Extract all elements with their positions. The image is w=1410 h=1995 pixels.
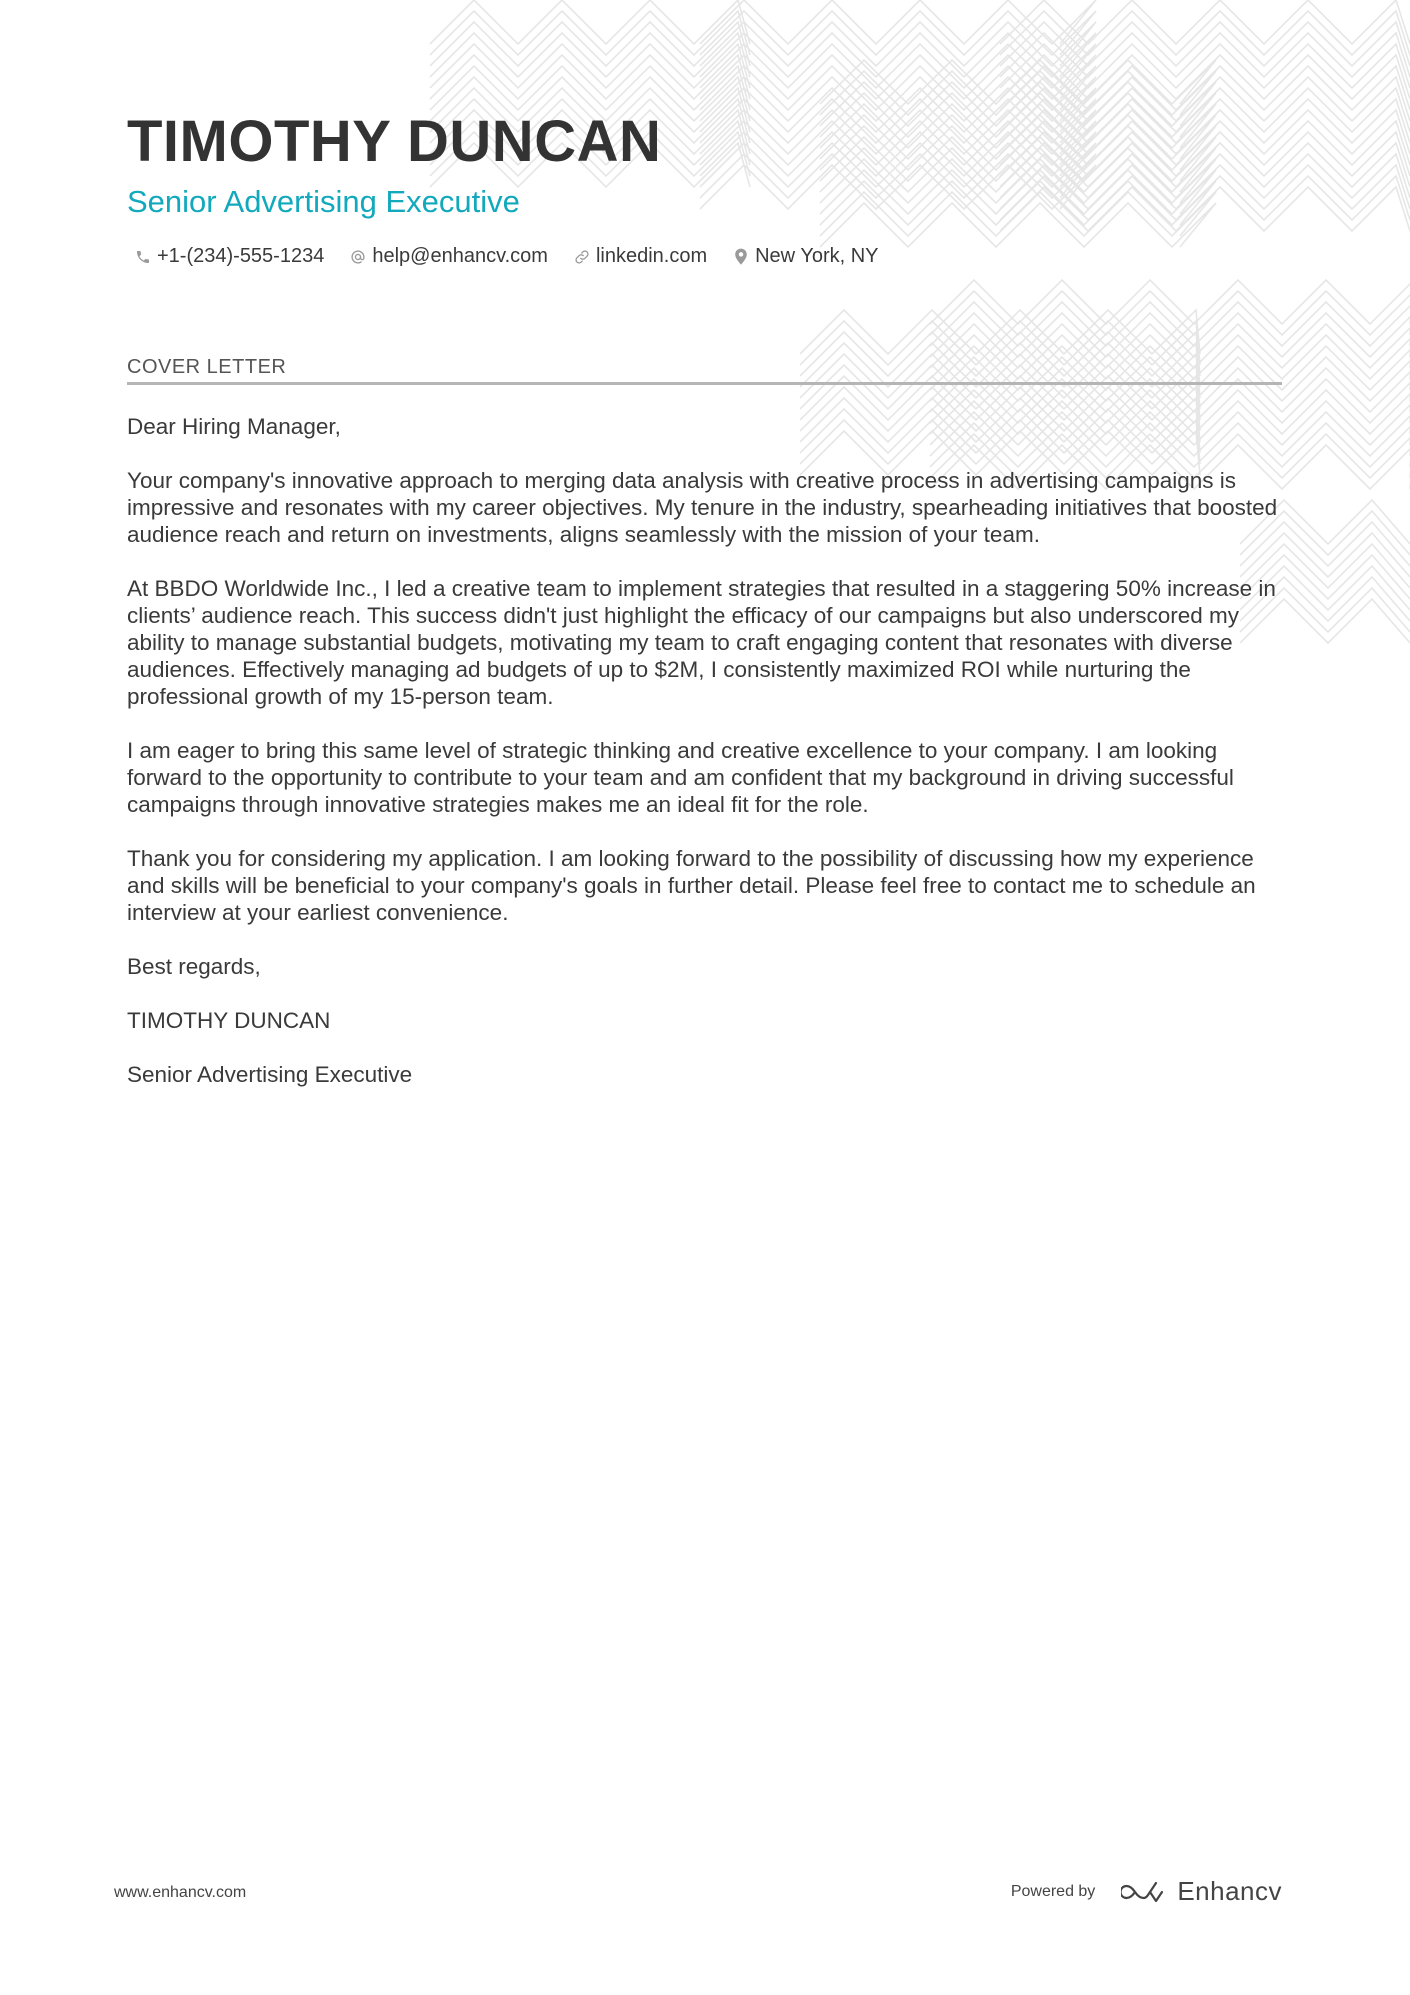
footer-branding (1011, 1876, 1282, 1907)
section-title: COVER LETTER (127, 356, 287, 378)
letter-paragraph: Your company's innovative approach to merging data analysis with creative process in advertising campaigns is impressive and resonates with my career objectives. My tenure in the industry, spearheading initiatives that boosted audience reach and return on investments, aligns seamlessly with the mission of your team. (127, 468, 1278, 547)
signature-name: TIMOTHY DUNCAN (127, 1008, 331, 1033)
location-pin-icon (733, 248, 749, 266)
signature-title: Senior Advertising Executive (127, 1062, 413, 1087)
powered-by-text: Powered by (1010, 1882, 1096, 1900)
letter-paragraph: At BBDO Worldwide Inc., I led a creative team to implement strategies that resulted in a staggering 50% increase in clients’ audience reach. This success didn't just highlight the efficacy of our campaigns but also underscored my ability to manage substantial budgets, motivating my team to craft engaging content that resonates with diverse audiences. Effectively managing ad budgets of up to $2M, I consistently maximized ROI while nurturing the professional growth of my 15-person team. (127, 576, 1276, 709)
letter-paragraph: I am eager to bring this same level of strategic thinking and creative excellence to your company. I am looking forward to the opportunity to contribute to your team and am confident that my background in driving successful campaigns through innovative strategies makes me an ideal fit for the role. (127, 738, 1234, 817)
letter-closing: Best regards, (127, 954, 261, 979)
letter-body (127, 413, 1282, 1115)
link-icon (574, 249, 590, 265)
enhancv-logo[interactable] (1121, 1876, 1282, 1907)
contact-phone (135, 245, 324, 268)
cover-letter-section-header (127, 356, 1282, 385)
letter-greeting: Dear Hiring Manager, (127, 414, 341, 439)
contact-info (135, 245, 905, 268)
footer-website-link[interactable]: www.enhancv.com (114, 1884, 247, 1901)
contact-location-text: New York, NY (755, 245, 879, 267)
contact-location (733, 245, 878, 268)
candidate-name: TIMOTHY DUNCAN (127, 109, 662, 174)
contact-email-text[interactable]: help@enhancv.com (372, 245, 548, 267)
at-icon (350, 249, 366, 265)
contact-linkedin-text[interactable]: linkedin.com (595, 245, 708, 267)
letter-paragraph: Thank you for considering my application. I am looking forward to the possibility of discussing how my experience and skills will be beneficial to your company's goals in further detail. Please feel free to contact me to schedule an interview at your earliest convenience. (127, 846, 1256, 925)
job-title: Senior Advertising Executive (127, 184, 520, 219)
brand-name: Enhancv (1177, 1876, 1282, 1906)
section-divider (127, 382, 1282, 385)
contact-email[interactable] (350, 245, 548, 268)
contact-linkedin[interactable] (574, 245, 707, 268)
phone-icon (135, 249, 151, 265)
contact-phone-text: +1-(234)-555-1234 (157, 245, 325, 267)
enhancv-logo-icon (1121, 1880, 1167, 1904)
